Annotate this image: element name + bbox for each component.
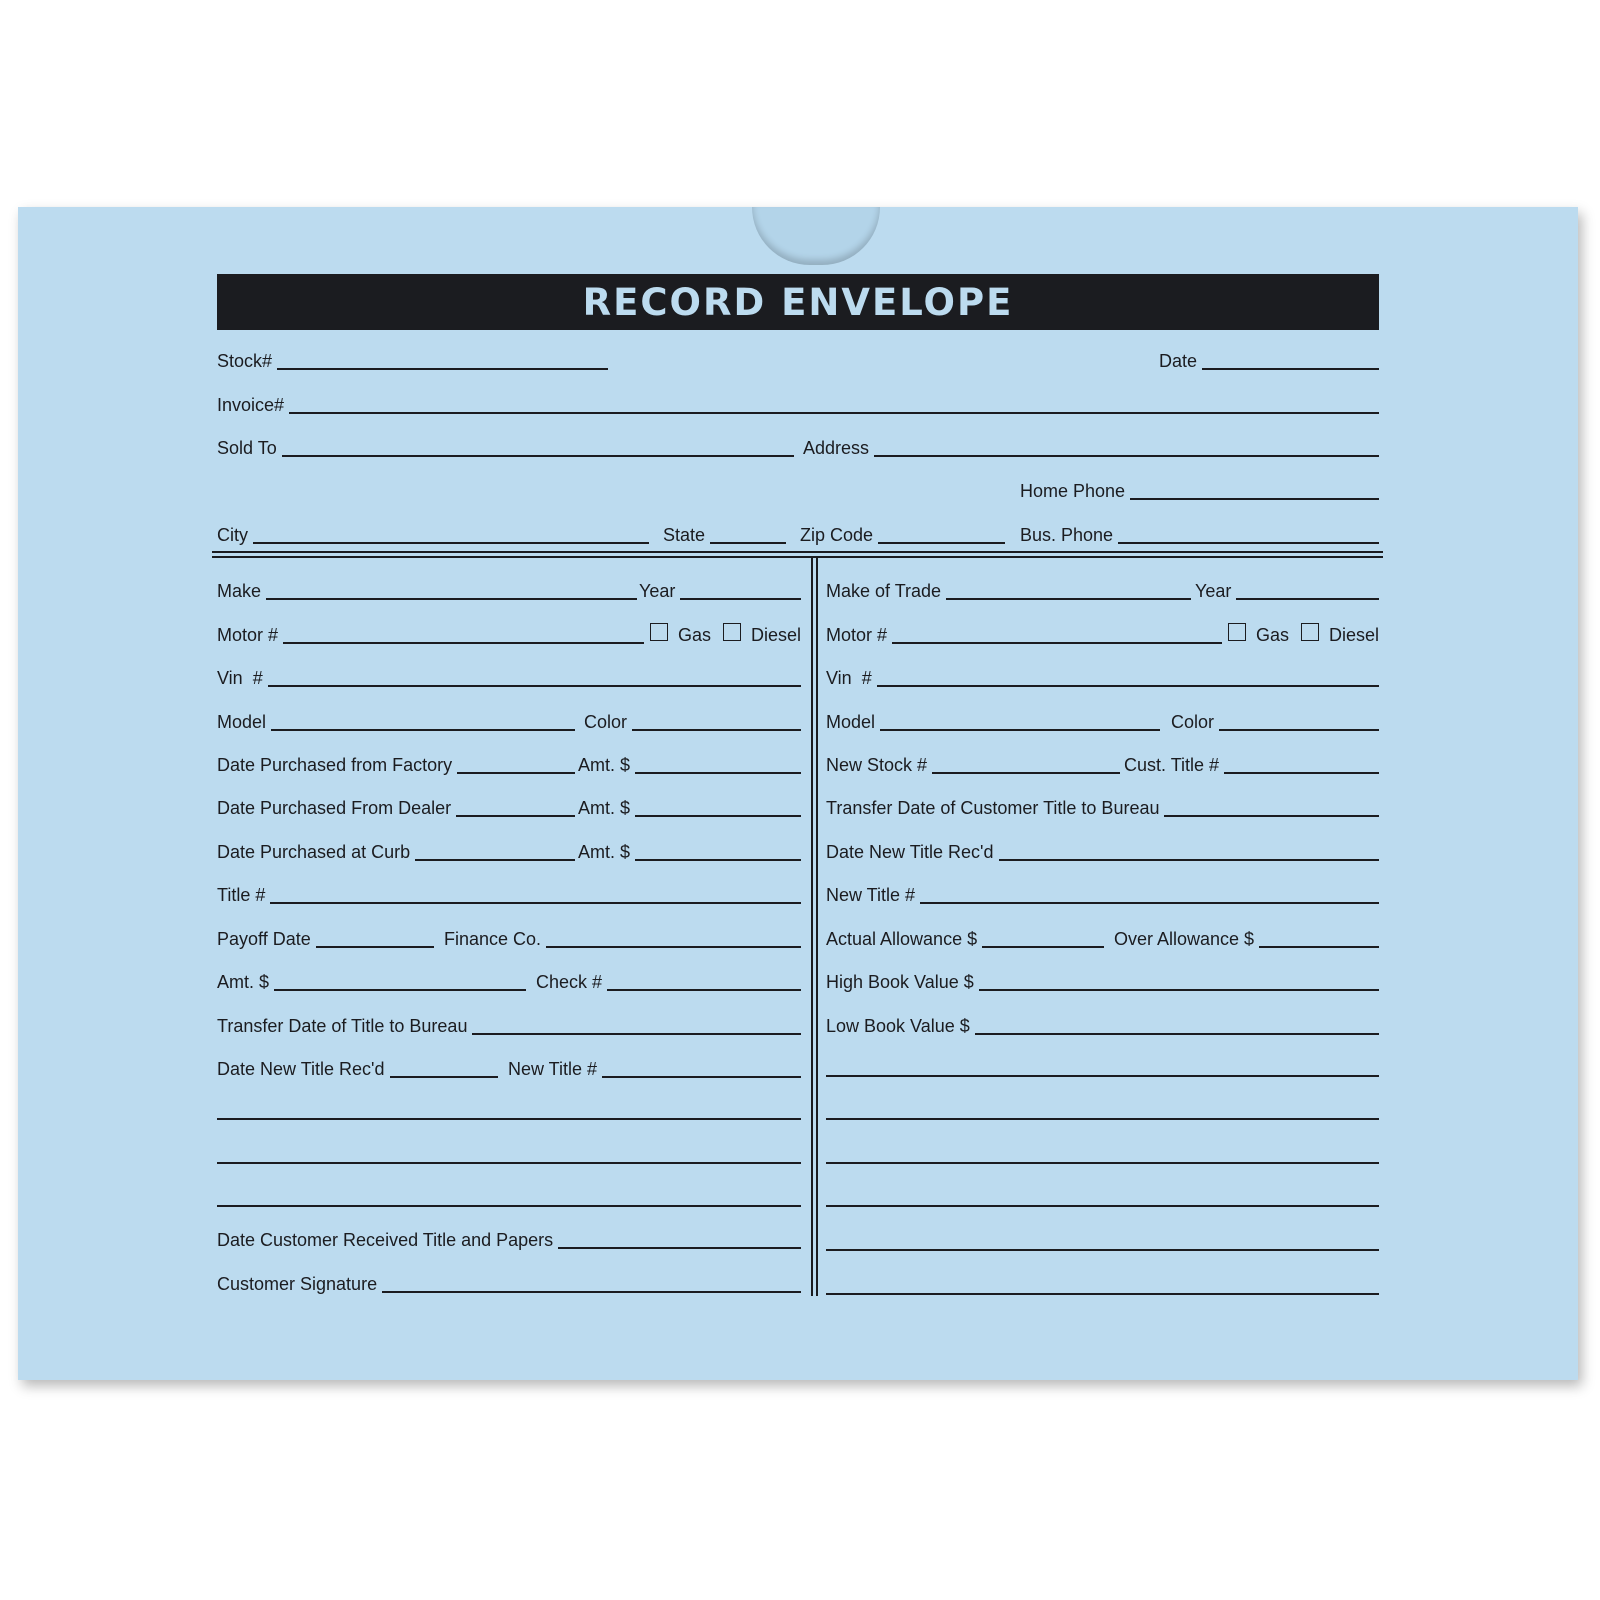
- vin-field[interactable]: [217, 666, 801, 688]
- trade-motor-line[interactable]: [892, 642, 1222, 644]
- trade-model-field[interactable]: [826, 710, 1160, 732]
- purchased-curb-line[interactable]: [415, 859, 575, 861]
- transfer-customer-title-line[interactable]: [1164, 815, 1379, 817]
- bus-phone-field[interactable]: [1020, 523, 1379, 545]
- column-divider-right: [816, 556, 818, 1296]
- address-label: Address: [803, 438, 870, 458]
- model-field[interactable]: [217, 710, 575, 732]
- color-field[interactable]: [584, 710, 801, 732]
- trade-new-title-field[interactable]: [826, 883, 1379, 905]
- trade-new-title-line[interactable]: [920, 902, 1379, 904]
- make-of-trade-line[interactable]: [946, 598, 1191, 600]
- transfer-customer-title-label: Transfer Date of Customer Title to Bureau: [826, 798, 1160, 818]
- invoice-line[interactable]: [289, 412, 1379, 414]
- transfer-date-line[interactable]: [472, 1033, 801, 1035]
- gas-label: Gas: [677, 625, 711, 645]
- city-label: City: [217, 525, 248, 545]
- stock-line[interactable]: [277, 368, 608, 370]
- state-label: State: [663, 525, 706, 545]
- low-book-label: Low Book Value $: [826, 1016, 970, 1036]
- payoff-date-label: Payoff Date: [217, 929, 311, 949]
- high-book-line[interactable]: [979, 989, 1379, 991]
- trade-vin-field[interactable]: [826, 666, 1379, 688]
- purchased-dealer-field[interactable]: [217, 796, 575, 818]
- finance-co-line[interactable]: [546, 946, 801, 948]
- blank-line[interactable]: [826, 1293, 1379, 1295]
- section-divider-bottom: [212, 556, 1383, 558]
- payoff-date-field[interactable]: [217, 927, 434, 949]
- transfer-date-label: Transfer Date of Title to Bureau: [217, 1016, 468, 1036]
- purchased-factory-label: Date Purchased from Factory: [217, 755, 453, 775]
- title-number-line[interactable]: [270, 902, 801, 904]
- make-line[interactable]: [266, 598, 637, 600]
- new-stock-label: New Stock #: [826, 755, 928, 775]
- low-book-field[interactable]: [826, 1014, 1379, 1036]
- check-field[interactable]: [536, 970, 801, 992]
- actual-allowance-field[interactable]: [826, 927, 1104, 949]
- trade-motor-field[interactable]: [826, 623, 1379, 645]
- trade-year-field[interactable]: [1195, 579, 1379, 601]
- color-label: Color: [584, 712, 628, 732]
- zip-label: Zip Code: [800, 525, 874, 545]
- stock-label: Stock#: [217, 351, 273, 371]
- trade-model-label: Model: [826, 712, 876, 732]
- blank-line[interactable]: [826, 1075, 1379, 1077]
- motor-line[interactable]: [283, 642, 644, 644]
- state-line[interactable]: [710, 542, 786, 544]
- factory-amount-field[interactable]: [578, 753, 801, 775]
- dealer-amount-line[interactable]: [635, 815, 801, 817]
- trade-date-new-title-field[interactable]: [826, 840, 1379, 862]
- purchased-curb-field[interactable]: [217, 840, 575, 862]
- trade-year-label: Year: [1195, 581, 1232, 601]
- cust-title-field[interactable]: [1124, 753, 1379, 775]
- trade-model-line[interactable]: [880, 729, 1160, 731]
- blank-line[interactable]: [217, 1162, 801, 1164]
- factory-amount-line[interactable]: [635, 772, 801, 774]
- customer-signature-line[interactable]: [382, 1291, 801, 1293]
- color-line[interactable]: [632, 729, 801, 731]
- trade-color-line[interactable]: [1219, 729, 1379, 731]
- date-new-title-label: Date New Title Rec'd: [217, 1059, 385, 1079]
- home-phone-label: Home Phone: [1020, 481, 1126, 501]
- invoice-field[interactable]: [217, 393, 1379, 415]
- cust-title-line[interactable]: [1224, 772, 1379, 774]
- trade-year-line[interactable]: [1236, 598, 1379, 600]
- trade-motor-label: Motor #: [826, 625, 888, 645]
- address-field[interactable]: [803, 436, 1379, 458]
- purchased-curb-label: Date Purchased at Curb: [217, 842, 411, 862]
- state-field[interactable]: [663, 523, 786, 545]
- title-number-field[interactable]: [217, 883, 801, 905]
- trade-gas-label: Gas: [1255, 625, 1289, 645]
- new-stock-field[interactable]: [826, 753, 1120, 775]
- title-number-label: Title #: [217, 885, 266, 905]
- transfer-customer-title-field[interactable]: [826, 796, 1379, 818]
- gas-checkbox[interactable]: [650, 623, 668, 641]
- trade-diesel-label: Diesel: [1328, 625, 1379, 645]
- make-label: Make: [217, 581, 262, 601]
- finance-co-field[interactable]: [444, 927, 801, 949]
- zip-field[interactable]: [800, 523, 1005, 545]
- payoff-amount-line[interactable]: [274, 989, 526, 991]
- purchased-dealer-label: Date Purchased From Dealer: [217, 798, 452, 818]
- make-field[interactable]: [217, 579, 637, 601]
- actual-allowance-line[interactable]: [982, 946, 1104, 948]
- city-field[interactable]: [217, 523, 649, 545]
- date-new-title-field[interactable]: [217, 1057, 498, 1079]
- cust-title-label: Cust. Title #: [1124, 755, 1220, 775]
- over-allowance-field[interactable]: [1114, 927, 1379, 949]
- city-line[interactable]: [253, 542, 649, 544]
- diesel-label: Diesel: [750, 625, 801, 645]
- new-stock-line[interactable]: [932, 772, 1120, 774]
- blank-line[interactable]: [217, 1118, 801, 1120]
- customer-signature-label: Customer Signature: [217, 1274, 378, 1294]
- curb-amount-line[interactable]: [635, 859, 801, 861]
- home-phone-line[interactable]: [1130, 498, 1379, 500]
- year-label: Year: [639, 581, 676, 601]
- home-phone-field[interactable]: [1020, 479, 1379, 501]
- blank-line[interactable]: [826, 1162, 1379, 1164]
- title-bar: [217, 274, 1379, 330]
- stock-field[interactable]: [217, 349, 608, 371]
- trade-gas-checkbox[interactable]: [1228, 623, 1246, 641]
- model-line[interactable]: [271, 729, 575, 731]
- high-book-label: High Book Value $: [826, 972, 974, 992]
- sold-to-label: Sold To: [217, 438, 277, 458]
- page-title: RECORD ENVELOPE: [582, 280, 1014, 324]
- payoff-amount-field[interactable]: [217, 970, 526, 992]
- motor-label: Motor #: [217, 625, 279, 645]
- amount-label: Amt. $: [578, 755, 631, 775]
- vin-line[interactable]: [268, 685, 801, 687]
- payoff-amount-label: Amt. $: [217, 972, 270, 992]
- finance-co-label: Finance Co.: [444, 929, 542, 949]
- address-line[interactable]: [874, 455, 1379, 457]
- trade-color-field[interactable]: [1171, 710, 1379, 732]
- check-line[interactable]: [607, 989, 801, 991]
- make-of-trade-label: Make of Trade: [826, 581, 942, 601]
- date-customer-received-field[interactable]: [217, 1228, 801, 1250]
- date-customer-received-line[interactable]: [558, 1247, 801, 1249]
- sold-to-line[interactable]: [282, 455, 794, 457]
- trade-date-new-title-line[interactable]: [999, 859, 1379, 861]
- date-label: Date: [1159, 351, 1198, 371]
- trade-date-new-title-label: Date New Title Rec'd: [826, 842, 994, 862]
- trade-color-label: Color: [1171, 712, 1215, 732]
- purchased-factory-line[interactable]: [457, 772, 575, 774]
- purchased-factory-field[interactable]: [217, 753, 575, 775]
- curb-amount-field[interactable]: [578, 840, 801, 862]
- blank-line[interactable]: [826, 1205, 1379, 1207]
- over-allowance-label: Over Allowance $: [1114, 929, 1255, 949]
- trade-new-title-label: New Title #: [826, 885, 916, 905]
- new-title-line[interactable]: [602, 1076, 801, 1078]
- trade-vin-line[interactable]: [877, 685, 1379, 687]
- motor-field[interactable]: [217, 623, 801, 645]
- trade-fuel-options: [1228, 623, 1379, 645]
- transfer-date-field[interactable]: [217, 1014, 801, 1036]
- blank-line[interactable]: [826, 1118, 1379, 1120]
- customer-signature-field[interactable]: [217, 1272, 801, 1294]
- high-book-field[interactable]: [826, 970, 1379, 992]
- date-field[interactable]: [1159, 349, 1379, 371]
- date-customer-received-label: Date Customer Received Title and Papers: [217, 1230, 554, 1250]
- blank-line[interactable]: [217, 1205, 801, 1207]
- year-field[interactable]: [639, 579, 801, 601]
- diesel-checkbox[interactable]: [723, 623, 741, 641]
- new-title-field[interactable]: [508, 1057, 801, 1079]
- year-line[interactable]: [680, 598, 801, 600]
- zip-line[interactable]: [878, 542, 1005, 544]
- over-allowance-line[interactable]: [1259, 946, 1379, 948]
- check-label: Check #: [536, 972, 603, 992]
- date-line[interactable]: [1202, 368, 1379, 370]
- trade-diesel-checkbox[interactable]: [1301, 623, 1319, 641]
- purchased-dealer-line[interactable]: [456, 815, 575, 817]
- payoff-date-line[interactable]: [316, 946, 434, 948]
- new-title-label: New Title #: [508, 1059, 598, 1079]
- low-book-line[interactable]: [975, 1033, 1379, 1035]
- vin-label: Vin #: [217, 668, 263, 688]
- trade-vin-label: Vin #: [826, 668, 872, 688]
- column-divider-left: [811, 556, 813, 1296]
- amount-label: Amt. $: [578, 798, 631, 818]
- bus-phone-label: Bus. Phone: [1020, 525, 1114, 545]
- blank-line[interactable]: [826, 1249, 1379, 1251]
- sold-to-field[interactable]: [217, 436, 794, 458]
- model-label: Model: [217, 712, 267, 732]
- make-of-trade-field[interactable]: [826, 579, 1191, 601]
- invoice-label: Invoice#: [217, 395, 285, 415]
- actual-allowance-label: Actual Allowance $: [826, 929, 978, 949]
- section-divider-top: [212, 551, 1383, 553]
- dealer-amount-field[interactable]: [578, 796, 801, 818]
- bus-phone-line[interactable]: [1118, 542, 1379, 544]
- fuel-options: [650, 623, 801, 645]
- amount-label: Amt. $: [578, 842, 631, 862]
- date-new-title-line[interactable]: [390, 1076, 498, 1078]
